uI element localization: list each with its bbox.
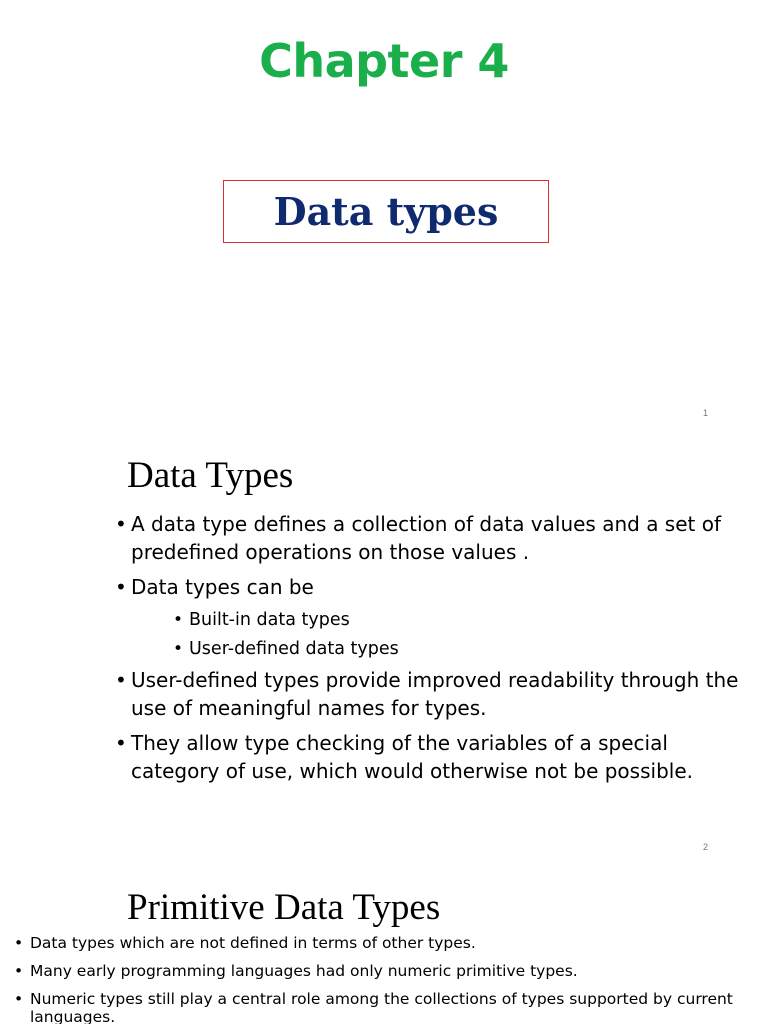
bullet-item: • Data types which are not defined in terms of other types. [12, 934, 757, 952]
slide-3 [0, 864, 768, 1024]
bullet-item: • They allow type checking of the variables of a special category of use, which would otherwise not be possible. [113, 729, 753, 785]
bullet-list [113, 510, 753, 792]
title-box [223, 180, 549, 243]
bullet-item: • Many early programming languages had only numeric primitive types. [12, 962, 757, 980]
title-box-text: Data types [273, 189, 499, 234]
bullet-item: • Numeric types still play a central role among the collections of types supported by current languages. [12, 990, 757, 1024]
bullet-list [12, 934, 757, 1024]
bullet-item: • A data type defines a collection of data values and a set of predefined operations on those values . [113, 510, 753, 566]
slide-number: 2 [702, 842, 708, 852]
chapter-title: Chapter 4 [259, 34, 509, 88]
sub-bullet-item: • User-defined data types [171, 637, 753, 662]
slide-heading: Data Types [127, 455, 294, 496]
bullet-item: • User-defined types provide improved readability through the use of meaningful names for types. [113, 666, 753, 722]
sub-bullet-item: • Built-in data types [171, 608, 753, 633]
slide-2 [0, 432, 768, 864]
bullet-item: • Data types can be [113, 573, 753, 601]
slide-1 [0, 0, 768, 432]
slide-number: 1 [702, 408, 708, 418]
slide-heading: Primitive Data Types [127, 887, 441, 928]
